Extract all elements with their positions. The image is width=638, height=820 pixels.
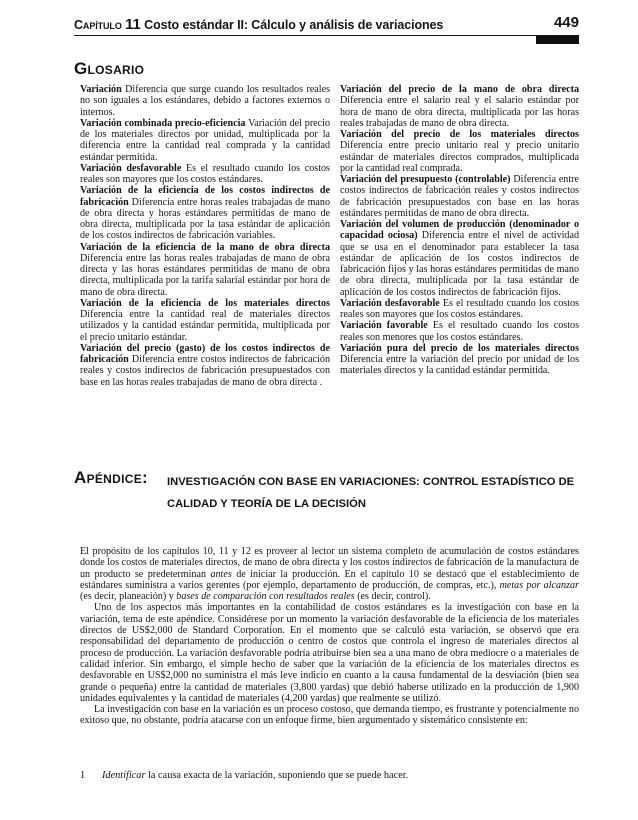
glossary-term: Variación combinada precio-eficiencia xyxy=(80,117,246,129)
p1-italic-c: bases de comparación con resultados reales xyxy=(176,591,355,603)
glossary-definition: Diferencia entre las horas reales trabajadas de mano de obra directa y las horas estándares permitidas de mano de obra directa, multiplicada por la tarifa salarial estándar por hora de mano de obra directa. xyxy=(80,252,330,298)
appendix-title: INVESTIGACIÓN CON BASE EN VARIACIONES: CONTROL ESTADÍSTICO DE CALIDAD Y TEORÍA DE LA DECISIÓN xyxy=(167,476,575,510)
chapter-number: 11 xyxy=(125,16,141,33)
glossary-definition: Diferencia entre precio unitario real y precio unitario estándar de materiales directos comprados, multiplicada por la cantidad real comprada. xyxy=(340,140,579,174)
glossary-term: Variación desfavorable xyxy=(340,297,440,309)
glossary-entry xyxy=(340,343,579,377)
header-thumb-bar xyxy=(536,36,579,44)
paragraph-3: La investigación con base en la variación es un proceso costoso, que demanda tiempo, es frustrante y potencialmente no exitoso que, no obstante, podría atacarse con un enfoque firme, bien argumentado y sistemático consistente en: xyxy=(80,704,579,727)
p1-text-c: (es decir, planeación) y xyxy=(80,591,177,603)
glossary-entry xyxy=(80,163,330,186)
glossary-entry xyxy=(80,343,330,388)
p1-italic-a: antes xyxy=(210,568,232,580)
glossary-term: Variación de la eficiencia de la mano de obra directa xyxy=(80,241,330,253)
glossary-term: Variación pura del precio de los materiales directos xyxy=(340,342,579,354)
p1-italic-b: metas por alcanzar xyxy=(499,579,579,591)
glossary-definition: Es el resultado cuando los costos reales son menores que los costos estándares. xyxy=(340,320,579,343)
glossary-entry xyxy=(340,84,579,129)
glossary-term: Variación de la eficiencia de los costos indirectos de fabricación xyxy=(80,185,330,208)
list-verb: Identificar xyxy=(102,770,146,781)
list-text: la causa exacta de la variación, suponiendo que se puede hacer. xyxy=(145,770,409,781)
glossary-definition: Es el resultado cuando los costos reales son mayores que los costos estándares. xyxy=(340,297,579,320)
page-number: 449 xyxy=(553,14,579,31)
glossary-term: Variación favorable xyxy=(340,320,428,332)
glossary-column-right xyxy=(340,84,579,377)
glossary-entry xyxy=(80,118,330,163)
p1-text-d: (es decir, control). xyxy=(354,591,431,603)
glossary-definition: Diferencia entre costos indirectos de fabricación reales y costos indirectos de fabricación presupuestados con base en las horas reales trabajadas de mano de obra directa . xyxy=(80,354,330,388)
list-number: 1 xyxy=(80,770,86,781)
p1-text-b: de iniciar la producción. En el capítulo 10 se destacó que el establecimiento de estándares suministra a varios gerentes (por ejemplo, departamento de producción, de compras, etc.), xyxy=(80,568,579,591)
glossary-definition: Es el resultado cuando los costos reales son mayores que los costos estándares. xyxy=(80,162,330,185)
glossary-column-left xyxy=(80,84,330,388)
glossary-definition: Variación del precio de los materiales directos por unidad, multiplicada por la diferencia entre la cantidad real comprada y la cantidad estándar permitida. xyxy=(80,117,330,163)
glossary-term: Variación del presupuesto (controlable) xyxy=(340,174,511,185)
glossary-definition: Diferencia entre el salario real y el salario estándar por hora de mano de obra directa, multiplicada por las horas reales trabajadas de mano de obra directa. xyxy=(340,95,579,129)
p1-text-a: El propósito de los capítulos 10, 11 y 12 es proveer al lector un sistema completo de acumulación de costos estándares donde los costos de materiales directos, de mano de obra directa y los costos indirectos de fabricación de la manufactura de un producto se predeterminan xyxy=(80,546,579,580)
glossary-term: Variación del volumen de producción (denominador o capacidad ociosa) xyxy=(340,219,579,242)
glossary-entry xyxy=(80,298,330,343)
glossary-term: Variación de la eficiencia de los materiales directos xyxy=(80,297,330,309)
appendix-body xyxy=(80,546,579,727)
glossary-title: Glosario xyxy=(74,59,145,78)
glossary-definition: Diferencia entre el nivel de actividad que se usa en el denominador para establecer la tasa estándar de aplicación de los costos indirectos de fabricación fijos y las horas estándares permitidas de mano de obra directa, multiplicada por la tasa estándar de aplicación de los costos indirectos de fabricación fijos. xyxy=(340,230,580,298)
glossary-term: Variación del precio de la mano de obra directa xyxy=(340,84,579,95)
glossary-definition: Diferencia que surge cuando los resultados reales no son iguales a los estándares, debido a factores externos o internos. xyxy=(80,84,331,118)
glossary-term: Variación xyxy=(80,84,122,95)
chapter-word: Capítulo xyxy=(74,18,122,32)
glossary-term: Variación desfavorable xyxy=(80,162,182,174)
glossary-definition: Diferencia entre costos indirectos de fabricación reales y costos indirectos de fabricación presupuestados con base en las horas estándares permitidas de mano de obra directa. xyxy=(340,174,579,219)
glossary-entry xyxy=(340,219,579,298)
paragraph-2: Uno de los aspectos más importantes en la contabilidad de costos estándares es la investigación con base en la variación, tema de este apéndice. Considérese por un momento la variación desfavorable de la eficiencia de los materiales directos de US$2,000 de Standard Corporation. En el momento que se calculó esta variación, se observó que era responsabilidad del departamento de producción o centro de costos que controla el ingreso de materiales directos al proceso de producción. La variación desfavorable podría atribuirse bien sea a una mano de obra mediocre o a materiales de calidad inferior. Sin embargo, el simple hecho de saber que la variación de la eficiencia de los materiales directos es desfavorable en US$2,000 no suministra el más leve indicio en cuanto a la causa fundamental de la desviación (bien sea grande o pequeña) entre la cantidad de materiales (3,800 yardas) que debió haberse utilizado en la producción de 1,900 unidades equivalentes y la cantidad de materiales (4,200 yardas) que realmente se utilizó. xyxy=(80,602,579,704)
chapter-heading xyxy=(74,16,443,33)
glossary-entry xyxy=(80,84,330,118)
glossary-entry xyxy=(340,298,579,321)
glossary-entry xyxy=(340,320,579,343)
glossary-term: Variación del precio (gasto) de los costos indirectos de fabricación xyxy=(80,342,330,365)
glossary-entry xyxy=(340,129,579,174)
glossary-definition: Diferencia entre horas reales trabajadas de mano de obra directa y horas estándares permitidas de mano de obra directa, multiplicada por la tasa estándar de aplicación de los costos indirectos de fabricación variables. xyxy=(80,196,330,242)
running-header xyxy=(74,13,579,36)
list-item xyxy=(80,770,579,781)
glossary-definition: Diferencia entre la variación del precio por unidad de los materiales directos y la cantidad estándar permitida. xyxy=(340,354,579,377)
glossary-entry xyxy=(80,185,330,241)
glossary-definition: Diferencia entre la cantidad real de materiales directos utilizados y la cantidad estándar permitida, multiplicada por el precio unitario estándar. xyxy=(80,309,330,343)
glossary-term: Variación del precio de los materiales directos xyxy=(340,129,579,140)
paragraph-1 xyxy=(80,546,579,602)
chapter-title: Costo estándar II: Cálculo y análisis de variaciones xyxy=(144,18,444,32)
glossary-entry xyxy=(340,174,579,219)
glossary-entry xyxy=(80,242,330,298)
appendix-label: Apéndice: xyxy=(74,468,148,487)
